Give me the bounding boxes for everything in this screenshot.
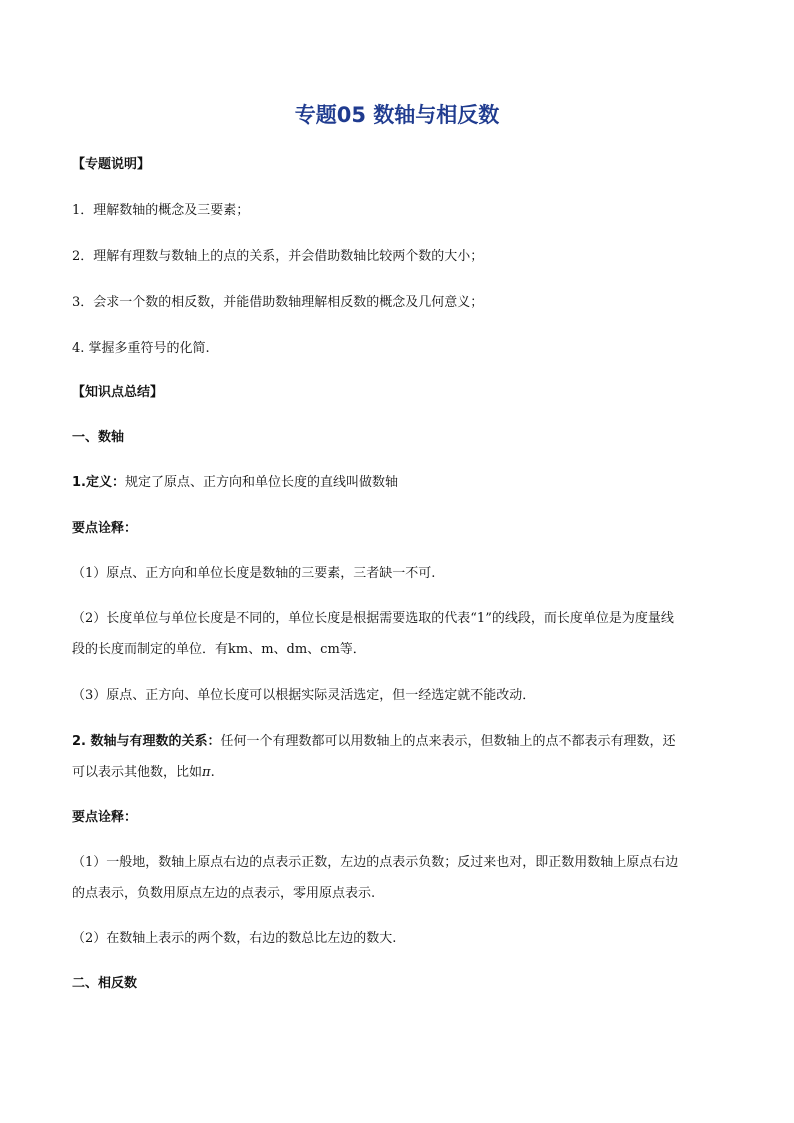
intro-item-4: 4. 掌握多重符号的化简.	[72, 341, 210, 356]
definition-2-end: .	[210, 765, 215, 780]
definition-2	[72, 732, 724, 752]
keypoint-2-2: （2）在数轴上表示的两个数，右边的数总比左边的数大.	[72, 931, 397, 946]
definition-2-cont	[72, 763, 724, 783]
keypoint-1-1: （1）原点、正方向和单位长度是数轴的三要素，三者缺一不可.	[72, 566, 436, 581]
section-heading-summary: 【知识点总结】	[72, 385, 164, 400]
keypoints-label-2: 要点诠释：	[72, 810, 138, 825]
definition-2-text: 任何一个有理数都可以用数轴上的点来表示，但数轴上的点不都表示有理数，还	[220, 734, 676, 749]
document-title: 专题05 数轴与相反数	[294, 103, 500, 127]
intro-item-2: 2．理解有理数与数轴上的点的关系，并会借助数轴比较两个数的大小；	[72, 249, 484, 264]
part2-heading: 二、相反数	[72, 976, 138, 991]
pi-symbol: π	[202, 765, 211, 780]
definition-2-cont-text: 可以表示其他数，比如	[72, 765, 203, 780]
intro-item-3: 3．会求一个数的相反数，并能借助数轴理解相反数的概念及几何意义；	[72, 295, 484, 310]
keypoints-label-1: 要点诠释：	[72, 521, 138, 536]
keypoint-1-2: （2）长度单位与单位长度是不同的，单位长度是根据需要选取的代表“1”的线段，而长度单位是为度量线	[72, 611, 674, 626]
keypoint-2-1-cont: 的点表示，负数用原点左边的点表示，零用原点表示.	[72, 886, 376, 901]
section-heading-intro: 【专题说明】	[72, 157, 151, 172]
definition-1	[72, 473, 724, 493]
keypoint-1-2-cont: 段的长度而制定的单位．有km、m、dm、cm等．	[72, 642, 366, 657]
keypoint-2-1: （1）一般地，数轴上原点右边的点表示正数，左边的点表示负数；反过来也对，即正数用数轴上原点右边	[72, 855, 679, 870]
definition-1-label: 1.定义：	[72, 475, 125, 490]
part1-heading: 一、数轴	[72, 430, 125, 445]
keypoint-1-3: （3）原点、正方向、单位长度可以根据实际灵活选定，但一经选定就不能改动．	[72, 688, 536, 703]
intro-item-1: 1．理解数轴的概念及三要素；	[72, 203, 250, 218]
definition-1-text: 规定了原点、正方向和单位长度的直线叫做数轴	[124, 475, 398, 490]
definition-2-label: 2. 数轴与有理数的关系：	[72, 734, 221, 749]
